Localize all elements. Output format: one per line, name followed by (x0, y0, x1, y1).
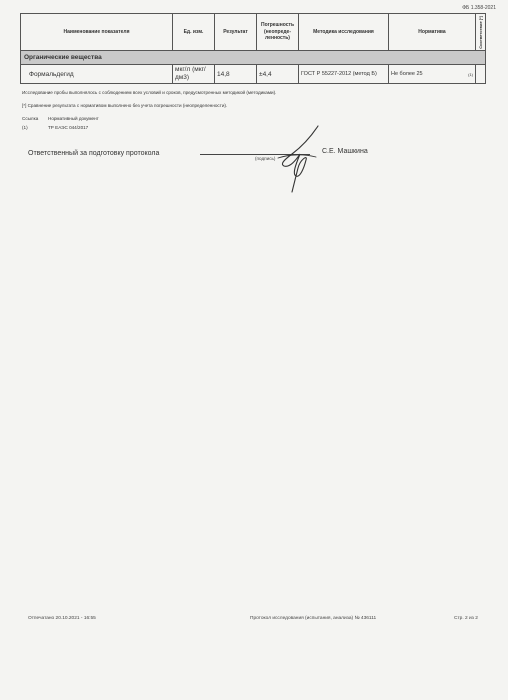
cell-method: ГОСТ Р 55227-2012 (метод Б) (299, 65, 389, 84)
section-title: Органические вещества (21, 51, 486, 65)
cell-result: 14,8 (215, 65, 257, 84)
cell-unit: мкг/л (мкг/дм3) (173, 65, 215, 84)
cell-name: Формальдегид (21, 65, 173, 84)
cell-uncertainty: ±4,4 (257, 65, 299, 84)
ref-number: (1) (22, 125, 28, 130)
ref-header-link: Ссылка (22, 116, 39, 121)
norm-reference: (1) (468, 71, 473, 77)
results-table (20, 13, 486, 84)
signature-label: Ответственный за подготовку протокола (28, 150, 160, 157)
signatory-name: С.Е. Машкина (322, 148, 368, 155)
footer-page-number: Стр. 2 из 2 (454, 616, 478, 621)
col-header-name: Наименование показателя (21, 14, 173, 51)
footer-printed: Отпечатано 20.10.2021 - 16:55 (28, 616, 96, 621)
conformity-vertical-label: Соответствие [*] (478, 15, 483, 49)
document-id: ФБ 1.358-2021 (462, 5, 496, 11)
ref-document: ТР ЕАЭС 044/2017 (48, 125, 89, 130)
col-header-uncertainty: Погрешность (неопреде-ленность) (257, 14, 299, 51)
col-header-conformity (476, 14, 486, 51)
signature-caption: (подпись) (255, 156, 276, 161)
cell-conformity (476, 65, 486, 84)
note-comparison: [*] Сравнение результата с нормативом выполнено без учета погрешности (неопределенности). (22, 103, 228, 108)
cell-norm (389, 65, 476, 84)
col-header-result: Результат (215, 14, 257, 51)
section-row (21, 51, 486, 65)
table-header-row (21, 14, 486, 51)
note-conditions: Исследование пробы выполнялось с соблюдением всех условий и сроков, предусмотренных методикой (методиками). (22, 90, 277, 95)
table-row (21, 65, 486, 84)
col-header-unit: Ед. изм. (173, 14, 215, 51)
col-header-norm: Норматива (389, 14, 476, 51)
footer-protocol: Протокол исследования (испытания, анализа) № 436111 (250, 616, 377, 621)
norm-value: Не более 25 (391, 71, 423, 78)
ref-header-doc: Нормативный документ (48, 116, 99, 121)
handwritten-signature (270, 124, 330, 194)
col-header-method: Методика исследования (299, 14, 389, 51)
